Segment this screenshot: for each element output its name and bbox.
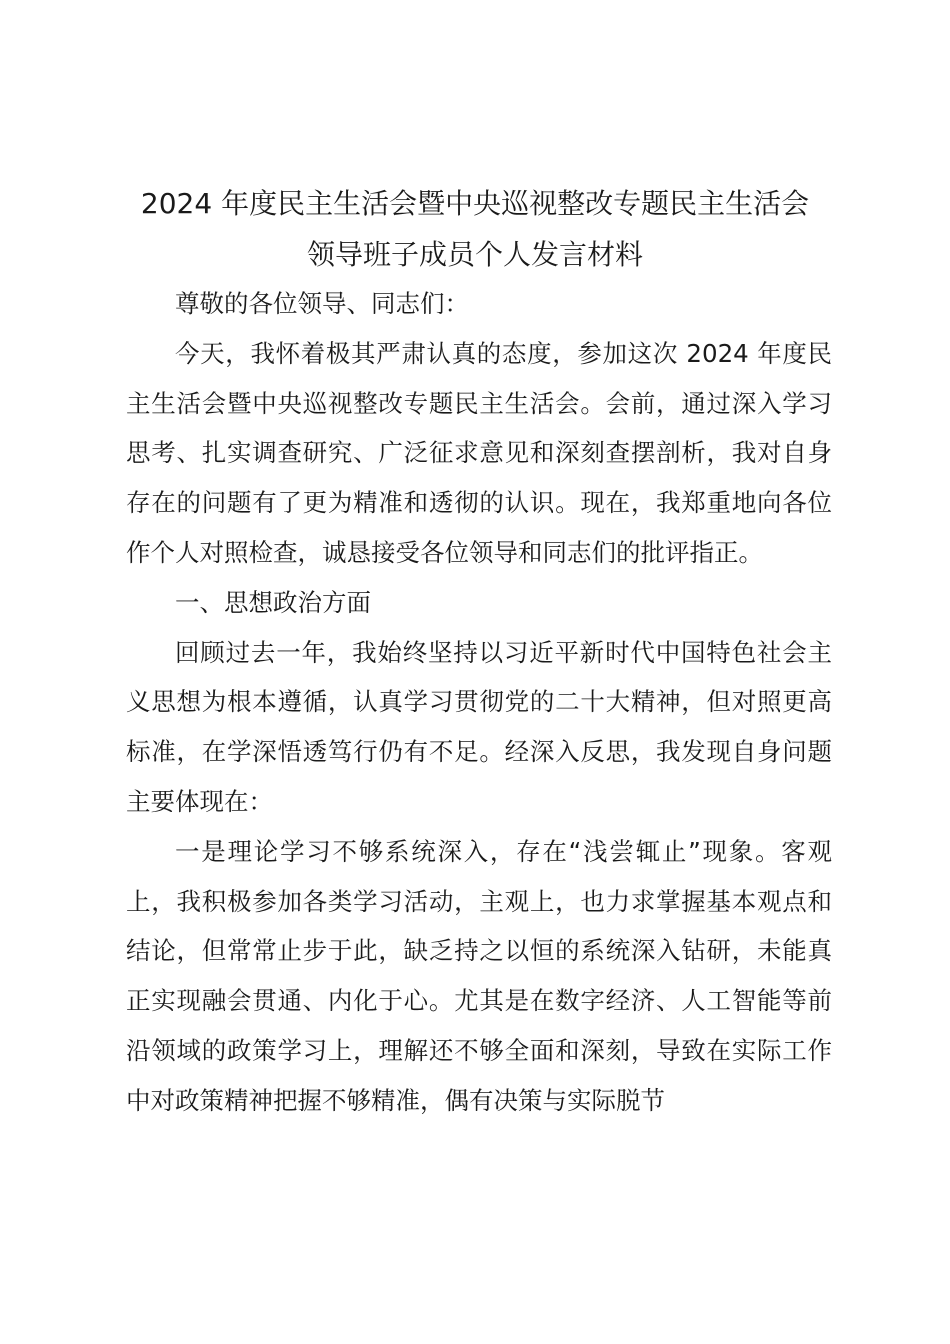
section-heading: 一、思想政治方面 bbox=[175, 587, 371, 617]
document-title-line-1: 2024 年度民主生活会暨中央巡视整改专题民主生活会 bbox=[140, 187, 810, 220]
document-body bbox=[126, 279, 832, 1126]
body-paragraph-review: 回顾过去一年，我始终坚持以习近平新时代中国特色社会主义思想为根本遵循，认真学习贯彻党的二十大精神，但对照更高标准，在学深悟透笃行仍有不足。经深入反思，我发现自身问题主要体现在： bbox=[126, 637, 832, 816]
salutation: 尊敬的各位领导、同志们： bbox=[175, 289, 469, 318]
body-paragraph-intro: 今天，我怀着极其严肃认真的态度，参加这次 2024 年度民主生活会暨中央巡视整改专题民主生活会。会前，通过深入学习思考、扎实调查研究、广泛征求意见和深刻查摆剖析，我对自身存在的问题有了更为精准和透彻的认识。现在，我郑重地向各位作个人对照检查，诚恳接受各位领导和同志们的批评指正。 bbox=[126, 338, 832, 567]
document-title-line-2: 领导班子成员个人发言材料 bbox=[306, 238, 643, 271]
body-paragraph-issue-one: 一是理论学习不够系统深入，存在“浅尝辄止”现象。客观上，我积极参加各类学习活动，主观上，也力求掌握基本观点和结论，但常常止步于此，缺乏持之以恒的系统深入钻研，未能真正实现融会贯通、内化于心。尤其是在数字经济、人工智能等前沿领域的政策学习上，理解还不够全面和深刻，导致在实际工作中对政策精神把握不够精准，偶有决策与实际脱节 bbox=[126, 836, 832, 1115]
